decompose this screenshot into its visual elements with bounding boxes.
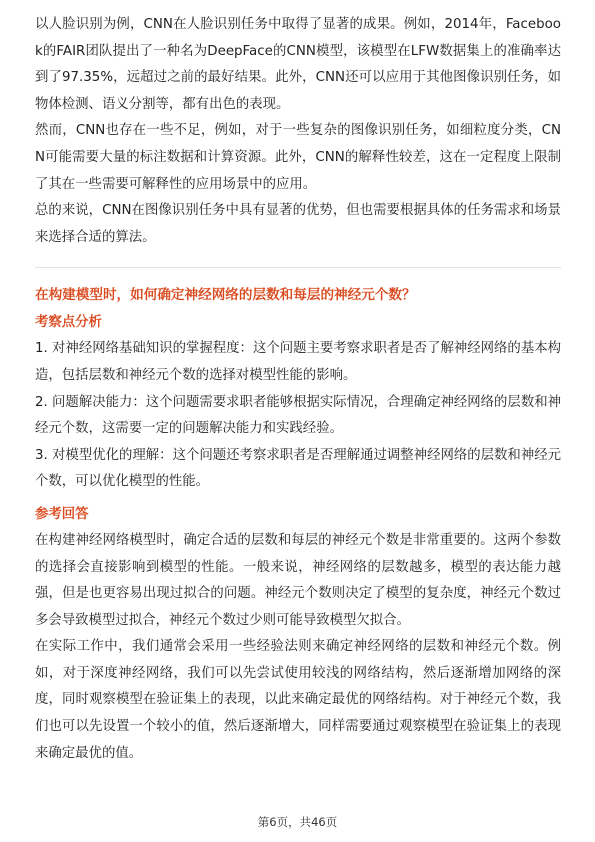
analysis-point-1: 1. 对神经网络基础知识的掌握程度：这个问题主要考察求职者是否了解神经网络的基本构造，包括层数和神经元个数的选择对模型性能的影响。 <box>35 341 561 383</box>
analysis-point-2: 2. 问题解决能力：这个问题需要求职者能够根据实际情况，合理确定神经网络的层数和神经元个数，这需要一定的问题解决能力和实践经验。 <box>35 394 561 437</box>
page-number: 第6页，共46页 <box>257 815 338 829</box>
intro-paragraph-1: 以人脸识别为例，CNN在人脸识别任务中取得了显著的成果。例如，2014年，Facebook的FAIR团队提出了一种名为DeepFace的CNN模型，该模型在LFW数据集上的准确率达到了97.35%，远超过之前的最好结果。此外，CNN还可以应用于其他图像识别任务，如物体检测、语义分割等，都有出色的表现。 <box>35 17 561 112</box>
analysis-label: 考察点分析 <box>35 315 102 331</box>
section-divider <box>35 267 561 268</box>
page-content <box>35 12 561 767</box>
analysis-point-3: 3. 对模型优化的理解：这个问题还考察求职者是否理解通过调整神经网络的层数和神经元个数，可以优化模型的性能。 <box>35 447 561 490</box>
question-heading: 在构建模型时，如何确定神经网络的层数和每层的神经元个数？ <box>35 287 416 304</box>
intro-paragraph-2: 然而，CNN也存在一些不足，例如，对于一些复杂的图像识别任务，如细粒度分类，CNN可能需要大量的标注数据和计算资源。此外，CNN的解释性较差，这在一定程度上限制了其在一些需要可解释性的应用场景中的应用。 <box>35 123 561 192</box>
answer-label: 参考回答 <box>35 506 89 522</box>
answer-paragraph-2: 在实际工作中，我们通常会采用一些经验法则来确定神经网络的层数和神经元个数。例如，对于深度神经网络，我们可以先尝试使用较浅的网络结构，然后逐渐增加网络的深度，同时观察模型在验证集上的表现，以此来确定最优的网络结构。对于神经元个数，我们也可以先设置一个较小的值，然后逐渐增大，同样需要通过观察模型在验证集上的表现来确定最优的值。 <box>35 639 561 761</box>
answer-paragraph-1: 在构建神经网络模型时，确定合适的层数和每层的神经元个数是非常重要的。这两个参数的选择会直接影响到模型的性能。一般来说，神经网络的层数越多，模型的表达能力越强，但是也更容易出现过拟合的问题。神经元个数则决定了模型的复杂度，神经元个数过多会导致模型过拟合，神经元个数过少则可能导致模型欠拟合。 <box>35 532 561 628</box>
intro-paragraph-3: 总的来说，CNN在图像识别任务中具有显著的优势，但也需要根据具体的任务需求和场景来选择合适的算法。 <box>35 203 561 245</box>
